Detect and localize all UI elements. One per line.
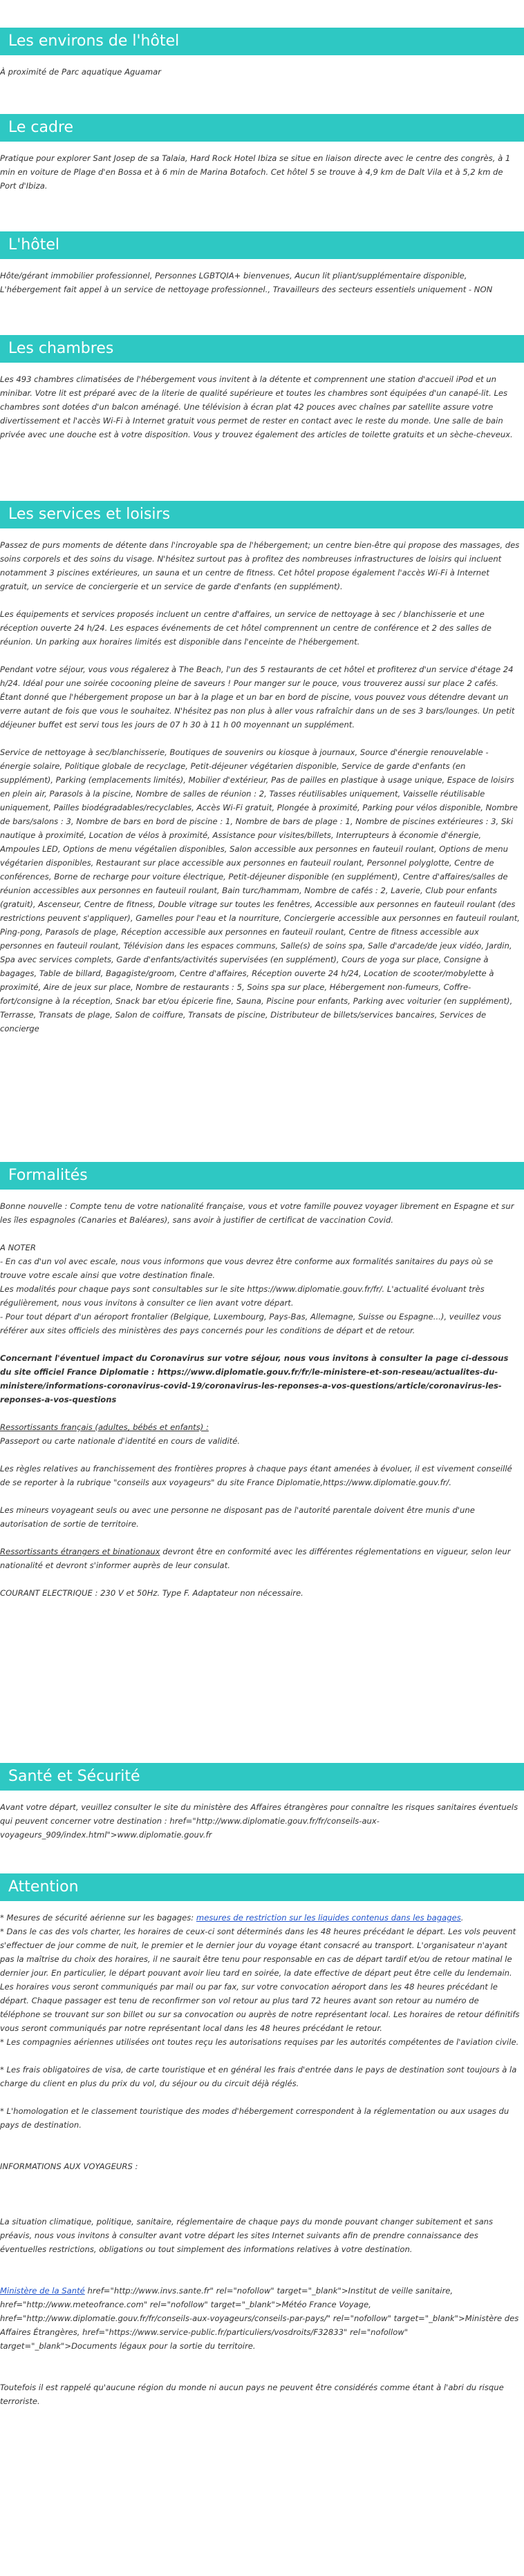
attention-liens: Ministère de la Santé href="http://www.invs.sante.fr" rel="nofollow" target="_blank">Institut de veille sanitaire, href="http://www.meteofrance.com" rel="nofollow" target="_blank">Météo France Voyage, href="http://www.diplomatie.gouv.fr/fr/conseils-aux-voyageurs/conseils-par-pays/" rel="nofollow" target="_blank">Ministère des Affaires Étrangères, href="https://www.service-public.fr/particuliers/vosdroits/F32833" rel="nofollow" target="_blank">Documents légaux pour la sortie du territoire. xyxy=(0,2286,519,2351)
bagages-restriction-link[interactable]: mesures de restriction sur les liquides contenus dans les bagages xyxy=(196,1913,461,1923)
ministere-sante-link[interactable]: Ministère de la Santé xyxy=(0,2286,85,2296)
formalites-bonne-nouvelle: Bonne nouvelle : Compte tenu de votre nationalité française, vous et votre famille pouvez voyager librement en Espagne et sur les îles espagnoles (Canaries et Baléares), sans avoir à justifier de certificat de vaccination Covid. xyxy=(0,1201,514,1225)
section-title-attention: Attention xyxy=(0,1873,524,1901)
attention-homologation: * L'homologation et le classement touristique des modes d'hébergement correspondent à la réglementation ou aux usages du pays de destination. xyxy=(0,2106,509,2130)
section-services xyxy=(0,501,524,1036)
services-paragraph-restaurants: Pendant votre séjour, vous vous régalerez à The Beach, l'un des 5 restaurants de cet hôtel et profiterez d'un service d'étage 24 h/24. Idéal pour une soirée cocooning pleine de saveurs ! Pour manger sur le pouce, vous trouverez aussi sur place 2 cafés. Étant donné que l'hébergement propose un bar à la plage et un bar en bord de piscine, vous pouvez vous détendre devant un verre autant de fois que vous le souhaitez. N'hésitez pas non plus à aller vous rafraîchir dans un de ses 3 bars/lounges. Un petit déjeuner buffet est servi tous les jours de 07 h 30 à 11 h 00 moyennant un supplément. xyxy=(0,665,515,729)
section-formalites xyxy=(0,1162,524,1600)
attention-situation: La situation climatique, politique, sanitaire, réglementaire de chaque pays du monde pouvant changer subitement et sans préavis, nous vous invitons à consulter avant votre départ les sites Internet suivants afin de prendre connaissance des éventuelles restrictions, obligations ou tout simplement des informations relatives à votre destination. xyxy=(0,2217,494,2254)
attention-compagnies: * Les compagnies aériennes utilisées ont toutes reçu les autorisations requises par les autorités compétentes de l'aviation civile. xyxy=(0,2037,519,2047)
section-title-cadre: Le cadre xyxy=(0,114,524,142)
section-environs xyxy=(0,28,524,79)
section-title-hotel: L'hôtel xyxy=(0,231,524,259)
services-paragraph-spa: Passez de purs moments de détente dans l'incroyable spa de l'hébergement; un centre bien-être qui propose des massages, des soins corporels et des soins du visage. N'hésitez surtout pas à profitez des nombreuses infrastructures de loisirs qui incluent notamment 3 piscines extérieures, un sauna et un centre de fitness. Cet hôtel propose également l'accès Wi-Fi à Internet gratuit, un service de conciergerie et un service de garde d'enfants (en supplément). xyxy=(0,540,520,591)
formalites-ressortissants-etrangers: Ressortissants étrangers et binationaux xyxy=(0,1547,160,1556)
section-title-services: Les services et loisirs xyxy=(0,501,524,528)
section-sante xyxy=(0,1763,524,1842)
chambres-text: Les 493 chambres climatisées de l'hébergement vous invitent à la détente et comprennent une station d'accueil iPod et un minibar. Votre lit est préparé avec de la literie de qualité supérieure et toutes les chambres sont équipées d'un canapé-lit. Les chambres sont dotées d'un balcon aménagé. Une télévision à écran plat 42 pouces avec chaînes par satellite assure votre divertissement et l'accès Wi-Fi à Internet gratuit vous permet de rester en contact avec le reste du monde. Une salle de bain privée avec une douche est à votre disposition. Vous y trouvez également des articles de toilette gratuits et un sèche-cheveux. xyxy=(0,374,513,439)
formalites-coronavirus: Concernant l'éventuel impact du Coronavirus sur votre séjour, nous vous invitons à consulter la page ci-dessous du site officiel France Diplomatie : https://www.diplomatie.gouv.fr/fr/le-ministere-et-son-reseau/actualites-du-ministere/informations-coronavirus-covid-19/coronavirus-les-reponses-a-vos-questions/article/coronavirus-les-reponses-a-vos-questions xyxy=(0,1353,509,1404)
cadre-text: Pratique pour explorer Sant Josep de sa Talaia, Hard Rock Hotel Ibiza se situe en liaison directe avec le centre des congrès, à 1 min en voiture de Plage d'en Bossa et à 6 min de Marina Botafoch. Cet hôtel 5 se trouve à 4,9 km de Dalt Vila et à 5,2 km de Port d'Ibiza. xyxy=(0,153,511,191)
section-title-sante: Santé et Sécurité xyxy=(0,1763,524,1791)
formalites-escale: - En cas d'un vol avec escale, nous vous informons que vous devrez être conforme aux formalités sanitaires du pays où se trouve votre escale ainsi que votre destination finale. xyxy=(0,1257,494,1280)
formalites-ressortissants-francais: Ressortissants français (adultes, bébés et enfants) : xyxy=(0,1422,209,1432)
hotel-text: Hôte/gérant immobilier professionnel, Personnes LGBTQIA+ bienvenues, Aucun lit pliant/supplémentaire disponible, L'hébergement fait appel à un service de nettoyage professionnel., Travailleurs des secteurs essentiels uniquement - NON xyxy=(0,271,493,294)
services-paragraph-equipements: Les équipements et services proposés incluent un centre d'affaires, un service de nettoyage à sec / blanchisserie et une réception ouverte 24 h/24. Les espaces événements de cet hôtel comprennent un centre de conférence et 2 des salles de réunion. Un parking aux horaires limités est disponible dans l'enceinte de l'hébergement. xyxy=(0,609,492,647)
formalites-etrangers: Ressortissants étrangers et binationaux devront être en conformité avec les différentes réglementations en vigueur, selon leur nationalité et devront s'informer auprès de leur consulat. xyxy=(0,1547,511,1570)
formalites-passeport: Passeport ou carte nationale d'identité en cours de validité. xyxy=(0,1436,241,1446)
services-paragraph-liste: Service de nettoyage à sec/blanchisserie, Boutiques de souvenirs ou kiosque à journaux, Source d'énergie renouvelable - énergie solaire, Politique globale de recyclage, Petit-déjeuner végétarien disponible, Service de garde d'enfants (en supplément), Parking (emplacements limités), Mobilier d'extérieur, Pas de pailles en plastique à usage unique, Espace de loisirs en plein air, Parasols à la piscine, Nombre de salles de réunion : 2, Tasses réutilisables uniquement, Vaisselle réutilisable uniquement, Pailles biodégradables/recyclables, Accès Wi-Fi gratuit, Plongée à proximité, Parking pour vélos disponible, Nombre de bars/salons : 3, Nombre de bars en bord de piscine : 1, Nombre de bars de plage : 1, Nombre de piscines extérieures : 3, Ski nautique à proximité, Location de vélos à proximité, Assistance pour visites/billets, Interrupteurs à économie d'énergie, Ampoules LED, Options de menu végétalien disponibles, Salon accessible aux personnes en fauteuil roulant, Options de menu végétarien disponibles, Restaurant sur place accessible aux personnes en fauteuil roulant, Personnel polyglotte, Centre de conférences, Borne de recharge pour voiture électrique, Petit-déjeuner disponible (en supplément), Centre d'affaires/salles de réunion accessibles aux personnes en fauteuil roulant, Bain turc/hammam, Nombre de cafés : 2, Laverie, Club pour enfants (gratuit), Ascenseur, Centre de fitness, Double vitrage sur toutes les fenêtres, Accessible aux personnes en fauteuil roulant (des restrictions peuvent s'appliquer), Gamelles pour l'eau et la nourriture, Conciergerie accessible aux personnes en fauteuil roulant, Ping-pong, Parasols de plage, Réception accessible aux personnes en fauteuil roulant, Centre de fitness accessible aux personnes en fauteuil roulant, Télévision dans les espaces communs, Salle(s) de soins spa, Salle d'arcade/de jeux vidéo, Jardin, Spa avec services complets, Garde d'enfants/activités supervisées (en supplément), Cours de yoga sur place, Consigne à bagages, Table de billard, Bagagiste/groom, Centre d'affaires, Réception ouverte 24 h/24, Location de scooter/mobylette à proximité, Aire de jeux sur place, Nombre de restaurants : 5, Soins spa sur place, Hébergement non-fumeurs, Coffre-fort/consigne à la réception, Snack bar et/ou épicerie fine, Sauna, Piscine pour enfants, Parking avec voiturier (en supplément), Terrasse, Transats de plage, Salon de coiffure, Transats de piscine, Distributeur de billets/services bancaires, Services de concierge xyxy=(0,747,520,1033)
formalites-aeroport-frontalier: - Pour tout départ d'un aéroport frontalier (Belgique, Luxembourg, Pays-Bas, Allemagne, Suisse ou Espagne...), veuillez vous référer aux sites officiels des ministères des pays concernés pour les conditions de départ et de retour. xyxy=(0,1312,501,1335)
section-chambres xyxy=(0,335,524,441)
attention-bagages: * Mesures de sécurité aérienne sur les bagages: mesures de restriction sur les liquides contenus dans les bagages. xyxy=(0,1913,464,1923)
formalites-courant-electrique: COURANT ELECTRIQUE : 230 V et 50Hz. Type F. Adaptateur non nécessaire. xyxy=(0,1588,303,1598)
sante-text: Avant votre départ, veuillez consulter le site du ministère des Affaires étrangères pour connaître les risques sanitaires éventuels qui peuvent concerner votre destination : href="http://www.diplomatie.gouv.fr/fr/conseils-aux-voyageurs_909/index.html">www.diplomatie.gouv.fr xyxy=(0,1802,518,1840)
attention-frais: * Les frais obligatoires de visa, de carte touristique et en général les frais d'entrée dans le pays de destination sont toujours à la charge du client en plus du prix du vol, du séjour ou du circuit déjà réglés. xyxy=(0,2065,517,2088)
formalites-mineurs: Les mineurs voyageant seuls ou avec une personne ne disposant pas de l'autorité parentale doivent être munis d'une autorisation de sortie de territoire. xyxy=(0,1505,475,1529)
section-cadre xyxy=(0,114,524,193)
formalites-modalites: Les modalités pour chaque pays sont consultables sur le site https://www.diplomatie.gouv.fr/fr/. L'actualité évoluant très régulièrement, nous vous invitons à consulter ce lien avant votre départ. xyxy=(0,1284,485,1308)
section-title-formalites: Formalités xyxy=(0,1162,524,1190)
formalites-regles-frontieres: Les règles relatives au franchissement des frontières propres à chaque pays étant amenées à évoluer, il est vivement conseillé de se reporter à la rubrique "conseils aux voyageurs" du site France Diplomatie,https://www.diplomatie.gouv.fr/. xyxy=(0,1464,512,1487)
section-hotel xyxy=(0,231,524,296)
section-title-chambres: Les chambres xyxy=(0,335,524,363)
formalites-a-noter: A NOTER xyxy=(0,1243,36,1252)
section-title-environs: Les environs de l'hôtel xyxy=(0,28,524,55)
attention-informations-voyageurs: INFORMATIONS AUX VOYAGEURS : xyxy=(0,2162,138,2171)
attention-vols-charter: * Dans le cas des vols charter, les horaires de ceux-ci sont déterminés dans les 48 heures précédant le départ. Les vols peuvent s'effectuer de jour comme de nuit, le premier et le dernier jour du voyage étant consacré au transport. L'organisateur n'ayant pas la maîtrise du choix des horaires, il ne saurait être tenu pour responsable en cas de départ tardif et/ou de retour matinal le dernier jour. En particulier, le départ pouvant avoir lieu tard en soirée, la date effective de départ peut être celle du lendemain. Les horaires vous seront communiqués par mail ou par fax, sur votre convocation aéroport dans les 48 heures précédant le départ. Chaque passager est tenu de reconfirmer son vol retour au plus tard 72 heures avant son retour au numéro de téléphone se trouvant sur son billet ou sur sa convocation ou auprès de notre représentant local. Les horaires de retour définitifs vous seront communiqués par notre représentant local dans les 48 heures précédant le retour. xyxy=(0,1927,520,2033)
environs-text: À proximité de Parc aquatique Aguamar xyxy=(0,67,162,77)
section-attention xyxy=(0,1873,524,2408)
attention-terrorisme: Toutefois il est rappelé qu'aucune région du monde ni aucun pays ne peuvent être considérés comme étant à l'abri du risque terroriste. xyxy=(0,2383,504,2406)
